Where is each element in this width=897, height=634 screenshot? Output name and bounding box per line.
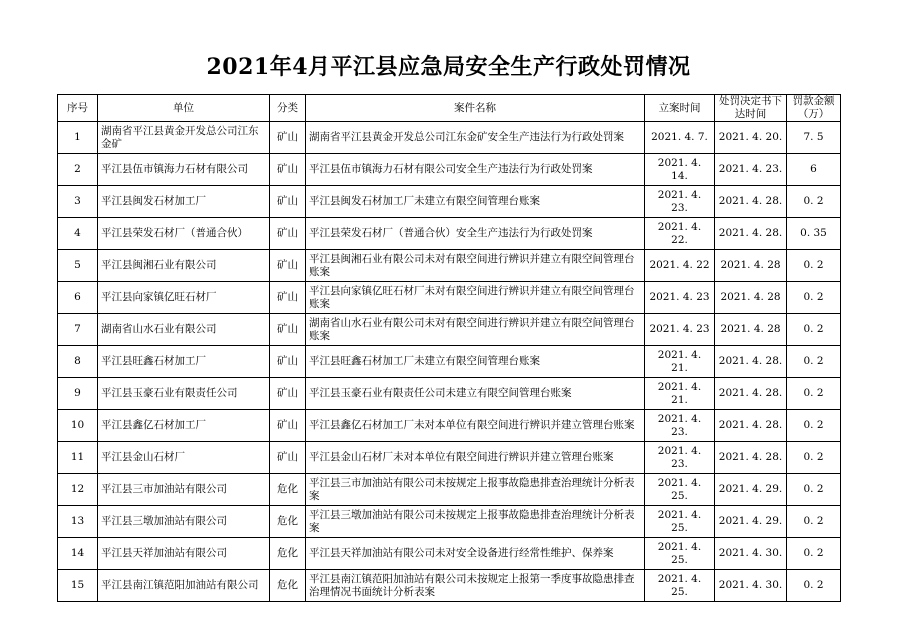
- cell-filing-date: 2021. 4. 7.: [645, 122, 715, 154]
- cell-unit: 平江县鑫亿石材加工厂: [98, 410, 270, 442]
- cell-decision-date: 2021. 4. 29.: [715, 474, 787, 506]
- cell-seq: 1: [58, 122, 98, 154]
- cell-seq: 6: [58, 282, 98, 314]
- cell-filing-date: 2021. 4. 23: [645, 282, 715, 314]
- cell-filing-date: 2021. 4. 14.: [645, 154, 715, 186]
- cell-category: 矿山: [270, 314, 306, 346]
- cell-decision-date: 2021. 4. 28.: [715, 378, 787, 410]
- cell-category: 矿山: [270, 186, 306, 218]
- cell-fine: 0. 2: [787, 410, 841, 442]
- header-unit: 单位: [98, 95, 270, 122]
- cell-fine: 7. 5: [787, 122, 841, 154]
- cell-case-name: 平江县金山石材厂未对本单位有限空间进行辨识并建立管理台账案: [306, 442, 645, 474]
- cell-category: 危化: [270, 570, 306, 602]
- cell-unit: 湖南省平江县黄金开发总公司江东金矿: [98, 122, 270, 154]
- cell-filing-date: 2021. 4. 21.: [645, 346, 715, 378]
- cell-filing-date: 2021. 4. 23.: [645, 186, 715, 218]
- table-row: [58, 314, 841, 346]
- header-filing-date: 立案时间: [645, 95, 715, 122]
- cell-seq: 14: [58, 538, 98, 570]
- cell-filing-date: 2021. 4. 23.: [645, 410, 715, 442]
- cell-fine: 0. 2: [787, 282, 841, 314]
- cell-decision-date: 2021. 4. 28.: [715, 410, 787, 442]
- table-row: [58, 250, 841, 282]
- cell-filing-date: 2021. 4. 23.: [645, 442, 715, 474]
- table-row: [58, 218, 841, 250]
- table-row: [58, 410, 841, 442]
- cell-fine: 0. 2: [787, 442, 841, 474]
- cell-case-name: 平江县荣发石材厂（普通合伙）安全生产违法行为行政处罚案: [306, 218, 645, 250]
- cell-decision-date: 2021. 4. 28: [715, 314, 787, 346]
- table-row: [58, 506, 841, 538]
- cell-case-name: 平江县玉豪石业有限责任公司未建立有限空间管理台账案: [306, 378, 645, 410]
- cell-category: 矿山: [270, 282, 306, 314]
- table-row: [58, 474, 841, 506]
- cell-decision-date: 2021. 4. 28.: [715, 346, 787, 378]
- cell-filing-date: 2021. 4. 25.: [645, 538, 715, 570]
- cell-seq: 11: [58, 442, 98, 474]
- cell-case-name: 平江县伍市镇海力石材有限公司安全生产违法行为行政处罚案: [306, 154, 645, 186]
- page-title: 2021年4月平江县应急局安全生产行政处罚情况: [206, 54, 691, 80]
- cell-decision-date: 2021. 4. 30.: [715, 538, 787, 570]
- cell-decision-date: 2021. 4. 28.: [715, 218, 787, 250]
- table-header-row: [58, 95, 841, 122]
- cell-seq: 13: [58, 506, 98, 538]
- cell-seq: 7: [58, 314, 98, 346]
- cell-seq: 8: [58, 346, 98, 378]
- cell-unit: 平江县玉豪石业有限责任公司: [98, 378, 270, 410]
- cell-category: 危化: [270, 538, 306, 570]
- cell-fine: 0. 2: [787, 346, 841, 378]
- table-row: [58, 378, 841, 410]
- cell-seq: 10: [58, 410, 98, 442]
- cell-seq: 2: [58, 154, 98, 186]
- table-row: [58, 186, 841, 218]
- cell-category: 矿山: [270, 250, 306, 282]
- cell-unit: 平江县三墩加油站有限公司: [98, 506, 270, 538]
- cell-category: 危化: [270, 506, 306, 538]
- cell-unit: 平江县闽湘石业有限公司: [98, 250, 270, 282]
- cell-unit: 平江县闽发石材加工厂: [98, 186, 270, 218]
- cell-case-name: 平江县南江镇范阳加油站有限公司未按规定上报第一季度事故隐患排查治理情况书面统计分析表案: [306, 570, 645, 602]
- cell-filing-date: 2021. 4. 25.: [645, 570, 715, 602]
- cell-decision-date: 2021. 4. 20.: [715, 122, 787, 154]
- table-row: [58, 442, 841, 474]
- cell-category: 矿山: [270, 378, 306, 410]
- penalty-table: [57, 94, 841, 602]
- cell-fine: 0. 35: [787, 218, 841, 250]
- cell-unit: 平江县南江镇范阳加油站有限公司: [98, 570, 270, 602]
- cell-fine: 0. 2: [787, 570, 841, 602]
- cell-category: 矿山: [270, 442, 306, 474]
- cell-category: 矿山: [270, 410, 306, 442]
- cell-case-name: 平江县闽湘石业有限公司未对有限空间进行辨识并建立有限空间管理台账案: [306, 250, 645, 282]
- cell-filing-date: 2021. 4. 21.: [645, 378, 715, 410]
- cell-case-name: 平江县天祥加油站有限公司未对安全设备进行经常性维护、保养案: [306, 538, 645, 570]
- cell-decision-date: 2021. 4. 28.: [715, 442, 787, 474]
- cell-case-name: 湖南省平江县黄金开发总公司江东金矿安全生产违法行为行政处罚案: [306, 122, 645, 154]
- cell-decision-date: 2021. 4. 28.: [715, 186, 787, 218]
- cell-case-name: 平江县鑫亿石材加工厂未对本单位有限空间进行辨识并建立管理台账案: [306, 410, 645, 442]
- cell-case-name: 平江县向家镇亿旺石材厂未对有限空间进行辨识并建立有限空间管理台账案: [306, 282, 645, 314]
- header-case-name: 案件名称: [306, 95, 645, 122]
- cell-fine: 0. 2: [787, 538, 841, 570]
- cell-fine: 6: [787, 154, 841, 186]
- cell-filing-date: 2021. 4. 25.: [645, 474, 715, 506]
- cell-unit: 平江县向家镇亿旺石材厂: [98, 282, 270, 314]
- table-row: [58, 154, 841, 186]
- cell-fine: 0. 2: [787, 314, 841, 346]
- cell-seq: 12: [58, 474, 98, 506]
- cell-decision-date: 2021. 4. 29.: [715, 506, 787, 538]
- table-row: [58, 282, 841, 314]
- cell-fine: 0. 2: [787, 250, 841, 282]
- cell-unit: 平江县伍市镇海力石材有限公司: [98, 154, 270, 186]
- header-seq: 序号: [58, 95, 98, 122]
- cell-decision-date: 2021. 4. 23.: [715, 154, 787, 186]
- header-fine: 罚款金额（万）: [787, 95, 841, 122]
- cell-seq: 15: [58, 570, 98, 602]
- cell-case-name: 平江县三墩加油站有限公司未按规定上报事故隐患排查治理统计分析表案: [306, 506, 645, 538]
- cell-seq: 5: [58, 250, 98, 282]
- cell-filing-date: 2021. 4. 25.: [645, 506, 715, 538]
- cell-decision-date: 2021. 4. 30.: [715, 570, 787, 602]
- cell-fine: 0. 2: [787, 378, 841, 410]
- cell-fine: 0. 2: [787, 506, 841, 538]
- cell-fine: 0. 2: [787, 186, 841, 218]
- cell-filing-date: 2021. 4. 22.: [645, 218, 715, 250]
- cell-category: 矿山: [270, 154, 306, 186]
- cell-unit: 湖南省山水石业有限公司: [98, 314, 270, 346]
- table-row: [58, 538, 841, 570]
- cell-filing-date: 2021. 4. 22: [645, 250, 715, 282]
- cell-unit: 平江县荣发石材厂（普通合伙）: [98, 218, 270, 250]
- cell-fine: 0. 2: [787, 474, 841, 506]
- cell-category: 矿山: [270, 218, 306, 250]
- cell-category: 矿山: [270, 346, 306, 378]
- cell-seq: 3: [58, 186, 98, 218]
- cell-category: 矿山: [270, 122, 306, 154]
- cell-seq: 4: [58, 218, 98, 250]
- cell-category: 危化: [270, 474, 306, 506]
- cell-case-name: 平江县旺鑫石材加工厂未建立有限空间管理台账案: [306, 346, 645, 378]
- table-row: [58, 122, 841, 154]
- cell-case-name: 平江县闽发石材加工厂未建立有限空间管理台账案: [306, 186, 645, 218]
- table-row: [58, 346, 841, 378]
- table-row: [58, 570, 841, 602]
- cell-unit: 平江县旺鑫石材加工厂: [98, 346, 270, 378]
- cell-unit: 平江县三市加油站有限公司: [98, 474, 270, 506]
- header-category: 分类: [270, 95, 306, 122]
- cell-unit: 平江县金山石材厂: [98, 442, 270, 474]
- cell-case-name: 湖南省山水石业有限公司未对有限空间进行辨识并建立有限空间管理台账案: [306, 314, 645, 346]
- cell-decision-date: 2021. 4. 28: [715, 282, 787, 314]
- cell-case-name: 平江县三市加油站有限公司未按规定上报事故隐患排查治理统计分析表案: [306, 474, 645, 506]
- cell-seq: 9: [58, 378, 98, 410]
- cell-decision-date: 2021. 4. 28: [715, 250, 787, 282]
- header-decision-date: 处罚决定书下达时间: [715, 95, 787, 122]
- cell-unit: 平江县天祥加油站有限公司: [98, 538, 270, 570]
- cell-filing-date: 2021. 4. 23: [645, 314, 715, 346]
